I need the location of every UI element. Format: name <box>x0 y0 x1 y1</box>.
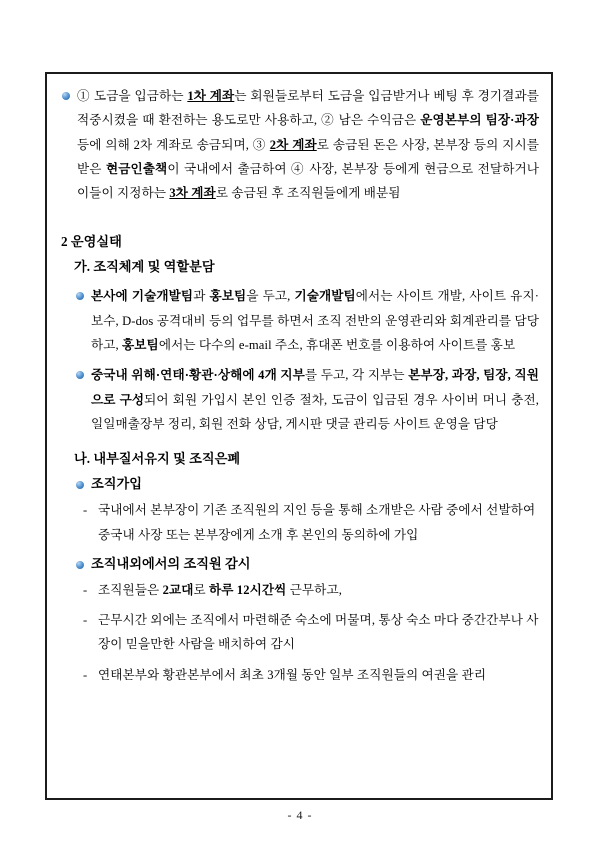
para1-cash-withdrawer: 현금인출책 <box>105 161 168 176</box>
list-item-surveillance-head <box>75 553 539 575</box>
para3-branch-locations: 중국내 위해·연태·황관·상해에 4개 지부 <box>91 368 305 383</box>
para3-seg2: 를 두고, 각 지부는 <box>304 368 409 383</box>
para1-seg9: 이 국내에서 출금하여 ④ 사장, 본부장 등에게 현금으로 전달하거나 이들이 지정하는 <box>77 161 539 201</box>
list-item-account-flow <box>61 84 539 205</box>
dash2-seg3: 로 <box>193 582 210 597</box>
dash-marker-icon: - <box>83 582 88 597</box>
dash-item-shift-work <box>81 578 539 602</box>
para2-seg8: 에서는 다수의 e-mail 주소, 휴대폰 번호를 이용하여 사이트를 홍보 <box>158 338 516 353</box>
para1-first-account-term: 1차 계좌 <box>187 89 235 103</box>
surveillance-heading: 조직내외에서의 조직원 감시 <box>91 555 251 571</box>
para2-seg6: 에서는 사이트 개발, 사이트 유지·보수, D-dos 공격대비 등의 업무를 하면서 조직 전반의 운영관리와 회계관리를 담당하고, <box>91 289 540 353</box>
list-item-headquarters-teams <box>75 284 539 357</box>
para2-pr-team-2: 홍보팀 <box>122 338 159 353</box>
dash2-two-shift: 2교대 <box>162 582 194 597</box>
spacer <box>61 205 539 231</box>
para2-pr-team-1: 홍보팀 <box>209 289 247 304</box>
list-item-org-joining-head <box>75 473 539 495</box>
dash-item-lodging-watch <box>81 608 539 657</box>
org-joining-heading: 조직가입 <box>91 476 142 492</box>
para2-dev-team-2: 기술개발팀 <box>294 289 356 304</box>
recruitment-text: 국내에서 본부장이 기존 조직원의 지인 등을 통해 소개받은 사람 중에서 선발하여 중국내 사장 또는 본부장에게 소개 후 본인의 동의하에 가입 <box>98 503 536 542</box>
para1-hq-roles: 운영본부의 팀장·과장 <box>420 113 539 128</box>
blue-sphere-bullet-icon <box>76 371 84 379</box>
para3-seg4: 되어 회원 가입시 본인 인증 절차, 도금이 입금된 경우 사이버 머니 충전, 일일매출장부 정리, 회원 전화 상담, 게시판 댓글 관리등 사이트 운영을 담당 <box>91 392 540 431</box>
spacer <box>61 436 539 448</box>
para1-seg7: 로 송금된 돈은 사장, 본부장 등의 지시를 받은 <box>77 137 539 176</box>
blue-sphere-bullet-icon <box>76 481 84 489</box>
dash2-seg1: 조직원들은 <box>98 582 163 597</box>
blue-sphere-bullet-icon <box>62 92 70 100</box>
para2-seg2: 과 <box>193 289 210 304</box>
passport-control-text: 연태본부와 황관본부에서 최초 3개월 동안 일부 조직원들의 여권을 관리 <box>98 667 487 682</box>
para2-main-office-dev-team: 본사에 기술개발팀 <box>91 289 194 304</box>
para1-seg3: 는 회원들로부터 도금을 입금받거나 베팅 후 경기결과를 적중시켰을 때 환전하는 용도로만 사용하고, ② 남은 수익금은 <box>77 89 539 128</box>
page-number-footer: - 4 - <box>287 808 313 822</box>
dash-item-recruitment <box>81 498 539 547</box>
china-branches-text <box>91 363 539 436</box>
blue-sphere-bullet-icon <box>76 561 84 569</box>
dash-item-passport-control <box>81 663 539 687</box>
dash2-seg5: 근무하고, <box>286 582 342 597</box>
list-item-china-branches <box>75 363 539 436</box>
para3-branch-roles: 본부장, 과장, 팀장, 직원으로 구성 <box>91 368 539 407</box>
subsection-heading-ka: 가. 조직체계 및 역할분담 <box>74 259 215 275</box>
para1-third-account-term: 3차 계좌 <box>169 186 216 201</box>
dash2-twelve-hours: 하루 12시간씩 <box>209 582 287 597</box>
para1-seg1: ① 도금을 입금하는 <box>77 89 188 103</box>
section-heading-2: 2 운영실태 <box>61 234 122 250</box>
blue-sphere-bullet-icon <box>76 292 84 300</box>
dash-marker-icon: - <box>83 613 88 628</box>
shift-work-text <box>98 583 342 597</box>
para1-seg11: 로 송금된 후 조직원들에게 배분됨 <box>215 186 401 201</box>
dash-marker-icon: - <box>83 503 88 518</box>
page-content-border <box>45 72 553 800</box>
lodging-watch-text: 근무시간 외에는 조직에서 마련해준 숙소에 머물며, 통상 숙소 마다 중간간부나 사장이 믿을만한 사람을 배치하여 감시 <box>98 613 539 652</box>
para1-second-account-term: 2차 계좌 <box>269 137 317 152</box>
para2-seg4: 을 두고, <box>246 289 295 304</box>
document-body <box>61 84 539 687</box>
subsection-heading-na: 나. 내부질서유지 및 조직은폐 <box>74 451 241 467</box>
dash-marker-icon: - <box>83 667 88 682</box>
headquarters-teams-text <box>91 284 539 357</box>
para1-seg5: 등에 의해 2차 계좌로 송금되며, ③ <box>77 137 270 152</box>
account-flow-text <box>77 84 539 205</box>
